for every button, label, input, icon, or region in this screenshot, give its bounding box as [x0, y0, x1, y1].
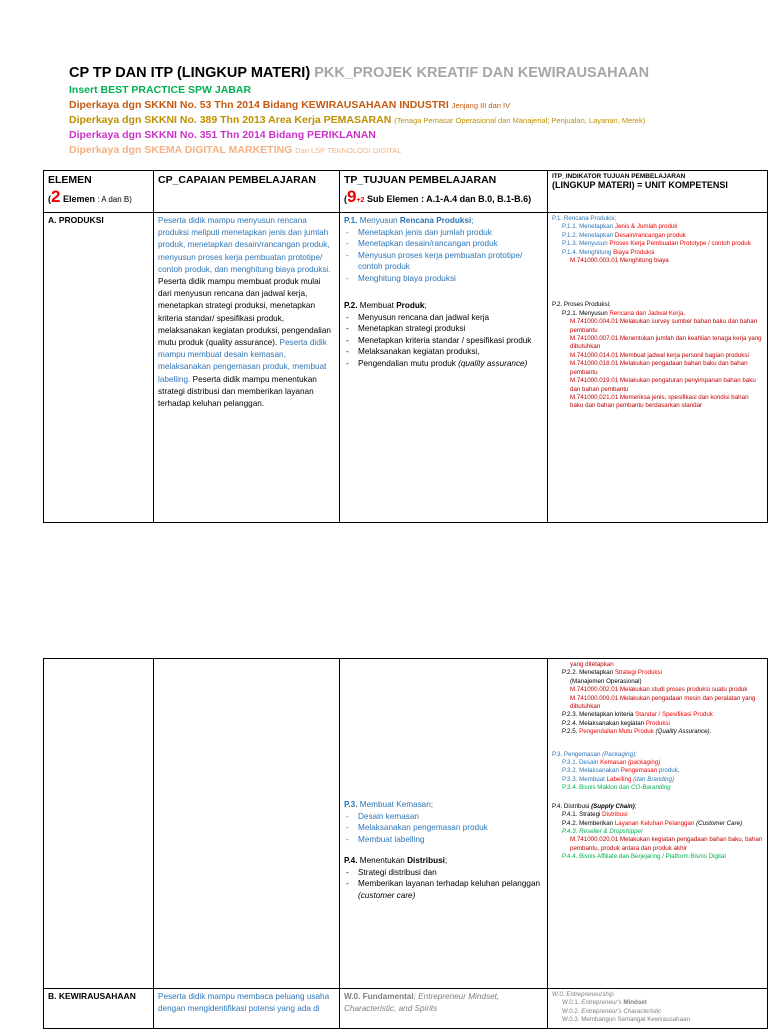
skkni-1-note: Jenjang III dan IV [451, 101, 511, 110]
col-tp-header [340, 171, 548, 213]
tp-p2-last-italic: (quality assurance) [458, 358, 528, 368]
itp-p4-italic: (Supply Chain) [591, 802, 635, 810]
table-page-2 [43, 658, 768, 1029]
itp-term: Labelling [606, 775, 632, 783]
itp-list [552, 215, 763, 411]
list-item: - Membuat labelling [344, 834, 543, 846]
itp-term: Rencana dan Jadwal Kerja, [609, 309, 686, 317]
title-subject: PKK_PROJEK KREATIF DAN KEWIRAUSAHAAN [314, 65, 650, 81]
tp-count: 9 [347, 187, 357, 206]
tp-p1-heading: P.1. Menyusun Rencana Produksi; [344, 216, 474, 225]
itp-p3-text: P.3. Pengemasan [552, 750, 603, 758]
tp-p4-item: Memberikan layanan terhadap keluhan pelanggan [358, 879, 541, 888]
list-item [552, 999, 763, 1007]
tp-p3-text: Membuat Kemasan; [359, 800, 434, 809]
col-tp-title: TP_TUJUAN PEMBELAJARAN [344, 174, 497, 186]
cp-cell [154, 989, 340, 1029]
tp-w0 [344, 991, 543, 1014]
list-item: - Menetapkan jenis dan jumlah produk [344, 227, 543, 239]
itp-label: P.3.2. Melaksanakan [562, 767, 621, 775]
itp-term: Pengemasan [620, 767, 658, 775]
skkni-1-text: Diperkaya dgn SKKNI No. 53 Thn 2014 Bidang KEWIRAUSAHAAN INDUSTRI [69, 99, 449, 111]
tp-cell [340, 659, 548, 989]
itp-unit: M.741000.003.01 Menghitung biaya [570, 257, 669, 265]
cp-cell [154, 659, 340, 989]
elemen-kewirausahaan: B. KEWIRAUSAHAAN [48, 991, 136, 1001]
itp-unit: M.741000.004.01 Melakukan survey sumber bahan baku dan bahan pembantu [570, 318, 758, 334]
itp-unit: M.741000.014.01 Membuat jadwal kerja personil bagian produksi [570, 351, 749, 359]
itp-term: Biaya Produksi [613, 248, 655, 256]
tp-cell [340, 213, 548, 523]
tp-plus: +2 [356, 197, 365, 204]
skkni-line-1 [69, 99, 749, 112]
itp-label: P.2.3. Menetapkan kriteria [562, 711, 636, 719]
elemen-count: 2 [51, 187, 61, 206]
itp-italic: (packaging) [627, 759, 661, 767]
col-itp-sub: (LINGKUP MATERI) = UNIT KOMPETENSI [552, 180, 728, 190]
itp-label: P.3.3. Membuat [562, 775, 607, 783]
itp-p3-italic: (Packaging); [602, 750, 637, 758]
itp-unit: M.741000.002.01 Melakukan studi proses produksi suatu produk [570, 686, 748, 694]
itp-p1-heading: P.1. Rencana Produksi; [552, 215, 617, 222]
list-item: - Menghitung biaya produksi [344, 273, 543, 285]
itp-term: Desain/rancangan produk [614, 231, 686, 239]
itp-cell [548, 659, 768, 989]
itp-unit: M.741000.021.01 Memeriksa jenis, spesifikasi dan kondisi bahan baku dan bahan pembantu berdasarkan standar [570, 393, 749, 410]
tp-p1-bold: Rencana Produksi [399, 216, 472, 225]
elemen-produksi: A. PRODUKSI [48, 215, 104, 225]
itp-tail: produk, [657, 767, 680, 775]
list-item [552, 820, 763, 828]
table-header-row [44, 171, 768, 213]
cp-part-4: Peserta didik mampu menentukan strategi distribusi dan memberikan layanan terhadap keluhan pelanggan. [158, 374, 317, 409]
itp-p3-heading [552, 751, 763, 759]
list-item [344, 358, 543, 370]
itp-cell [548, 989, 768, 1029]
list-item: - Melaksanakan kegiatan produksi, [344, 346, 543, 358]
list-item [552, 784, 763, 792]
col-elemen-sub: (2 Elemen : A dan B) [48, 187, 132, 206]
table-row [44, 989, 768, 1029]
elemen-cell [44, 659, 154, 989]
col-tp-sub: (9+2 Sub Elemen : A.1-A.4 dan B.0, B.1-B.6) [344, 187, 532, 206]
itp-label: P.1.1. Menetapkan [562, 223, 615, 231]
elemen-cell [44, 213, 154, 523]
tp-p2-last: Pengendalian mutu produk [358, 358, 459, 368]
tp-cell [340, 989, 548, 1029]
list-item: - Menyusun proses kerja pembuatan prototipe/ contoh produk [344, 250, 543, 273]
list-item [552, 223, 763, 231]
tp-p2-number: P.2. [344, 301, 358, 310]
itp-term: Kemasan [600, 759, 628, 767]
itp-label: P.2.2. Menetapkan [562, 669, 615, 677]
list-item [552, 759, 763, 767]
itp-label: P.2.4. Melaksanakan kegiatan [562, 719, 646, 727]
itp-term: Proses Kerja Pembuatan Prototype / contoh produk [609, 240, 751, 248]
list-item [552, 711, 763, 719]
itp-label: P.3.1. Desain [562, 759, 601, 767]
list-item [344, 878, 543, 901]
list-item [552, 720, 763, 728]
tp-p4-heading: P.4. Menentukan Distribusi; [344, 856, 448, 865]
itp-italic: Entrepreneur's [581, 999, 624, 1007]
skkni-line-2 [69, 114, 749, 127]
elemen-sub-range: : A dan B) [95, 195, 132, 204]
list-item: P.4.3. Reseller & Dropshipper [562, 827, 644, 835]
list-item: - Melaksanakan pengemasan produk [344, 822, 543, 834]
table-row [44, 213, 768, 523]
col-itp-header [548, 171, 768, 213]
tp-list [344, 799, 543, 901]
tp-list [344, 215, 543, 369]
list-item [552, 310, 763, 318]
col-elemen-title: ELEMEN [48, 174, 92, 186]
itp-term: Layanan Keluhan Pelanggan [614, 819, 695, 827]
tp-p2-heading: P.2. Membuat Produk; [344, 301, 427, 310]
itp-unit: M.741000.018.01 Melakukan pengadaan bahan baku dan bahan pembantu [570, 360, 748, 376]
skema-text: Diperkaya dgn SKEMA DIGITAL MARKETING [69, 144, 293, 156]
itp-unit: M.741000.019.01 Melakukan pengaturan penyimpanan bahan baku dan bahan pembantu [570, 377, 756, 393]
col-elemen-header [44, 171, 154, 213]
cp-cell [154, 213, 340, 523]
list-item: - Menetapkan strategi produksi [344, 323, 543, 335]
itp-label: W.0.1. [562, 999, 582, 1007]
itp-label: P.4.1. Strategi [562, 811, 603, 819]
itp-italic: (Quality Assurance). [655, 728, 712, 736]
tp-p1-number: P.1. [344, 216, 358, 225]
list-item [552, 728, 763, 736]
tp-sub-label: Sub Elemen : A.1-A.4 dan B.0, B.1-B.6) [364, 194, 532, 204]
tp-w0-bold: Fundamental [362, 992, 414, 1001]
cp-text [158, 215, 335, 410]
itp-italic: (dan Branding) [631, 775, 675, 783]
list-item [552, 240, 763, 248]
cp-text: Peserta didik mampu membaca peluang usaha dengan mengidentifikasi potensi yang ada di [158, 992, 330, 1014]
itp-label: W.0.2. [562, 1007, 582, 1015]
itp-label: P.4.2. Memberikan [562, 819, 615, 827]
itp-term: Standar / Spesifikasi Produk [635, 711, 713, 719]
itp-unit: yang ditetapkan [570, 661, 614, 668]
list-item: P.4.4. Bisnis Affiliate dan Berjejaring / Platform Bisnis Digital [562, 853, 726, 861]
table-page-1 [43, 170, 768, 523]
tp-w0-number: W.0. [344, 992, 361, 1001]
list-item: - Desain kemasan [344, 811, 543, 823]
itp-label: P.1.3. Menyusun [562, 240, 610, 248]
list-item: - Menyusun rencana dan jadwal kerja [344, 312, 543, 324]
list-item: - Strategi distribusi dan [344, 867, 543, 879]
itp-p4-text: P.4. Distribusi [552, 802, 592, 810]
itp-term: Distribusi [602, 811, 628, 819]
elemen-sub-label: Elemen [62, 194, 95, 204]
itp-list [552, 991, 763, 1025]
itp-term: Produksi [645, 719, 670, 727]
document-header [69, 64, 749, 157]
document-title [69, 64, 749, 82]
cp-part-2: Peserta didik mampu membuat produk mulai dari menyusun rencana dan jadwal kerja, menetapkan strategi produksi, menetapkan kriteria standar/ spesifikasi produk, melaksanakan kegiatan produksi, pengendalian mutu produk (quality assurance). [158, 277, 331, 348]
tp-p4-bold: Distribusi [407, 856, 445, 865]
tp-p3-heading [344, 799, 543, 811]
col-cp-header [154, 171, 340, 213]
itp-italic: (Customer Care) [694, 819, 743, 827]
cp-part-1: Peserta didik mampu menyusun rencana produksi meliputi menetapkan jenis dan jumlah produk, menetapkan desain/rancangan produk, menyusun proses kerja pembuatan prototipe/ contoh produk, dan menghitung biaya produksi. [158, 216, 331, 274]
skkni-line-3: Diperkaya dgn SKKNI No. 351 Thn 2014 Bidang PERIKLANAN [69, 129, 376, 141]
tp-p1-text: Menyusun [359, 216, 400, 225]
itp-italic: CO-Baranding [631, 784, 671, 792]
table-row [44, 659, 768, 989]
list-item: - Menetapkan desain/rancangan produk [344, 238, 543, 250]
skkni-2-text: Diperkaya dgn SKKNI No. 389 Thn 2013 Area Kerja PEMASARAN [69, 114, 392, 126]
elemen-cell [44, 989, 154, 1029]
itp-p2-heading: P.2. Proses Produksi; [552, 301, 611, 309]
itp-p4-heading: P.4. Distribusi (Supply Chain); [552, 802, 637, 810]
itp-unit: M.741000.007.01 Menentukan jumlah dan keahlian tenaga kerja yang dibutuhkan [570, 335, 762, 351]
list-item [552, 767, 763, 775]
tp-p4-text: Menentukan [359, 856, 408, 865]
list-item [552, 669, 763, 677]
list-item [552, 776, 763, 784]
itp-term: Jenis & Jumlah produk [614, 223, 678, 231]
itp-term: Strategi Produksi [614, 669, 662, 677]
itp-note: (Manajemen Operasional) [570, 677, 642, 685]
itp-unit: M.741000.009.01 Melakukan pengadaan mesin dan peralatan yang dibutuhkan [570, 694, 756, 711]
col-itp-title: ITP_INDIKATOR TUJUAN PEMBELAJARAN [552, 173, 686, 180]
itp-label: P.1.4. Menghitung [562, 248, 614, 256]
skkni-2-note: (Tenaga Pemasar Operasional dan Manajerial; Penjualan, Layanan, Merek) [394, 116, 646, 125]
itp-label: P.2.1. Menyusun [562, 309, 610, 317]
list-item [552, 811, 763, 819]
itp-unit: M.741000.020.01 Melakukan kegiatan pengadaan bahan baku, bahan pembantu, produk antara dan produk akhir [570, 836, 763, 852]
col-cp-title: CP_CAPAIAN PEMBELAJARAN [158, 174, 316, 186]
skema-line [69, 144, 749, 157]
itp-label: P.1.2. Menetapkan [562, 231, 615, 239]
itp-w0-heading: W.0. Entrepreneurship [552, 991, 614, 998]
itp-cell [548, 213, 768, 523]
cp-part-3: Peserta didik mampu membuat desain kemasan, melaksanakan pengemasan produk, membuat labelling. [158, 338, 327, 384]
list-item: W.0.3. Membangun Semangat Kewirausahaan [562, 1016, 690, 1024]
itp-bold: Mindset [623, 999, 647, 1007]
tp-w0-italic: ; Entrepreneur Mindset, Characteristic, and Spirits [344, 992, 500, 1013]
itp-list [552, 661, 763, 862]
insert-line: Insert BEST PRACTICE SPW JABAR [69, 84, 252, 96]
list-item: - Menetapkan kriteria standar / spesifikasi produk [344, 335, 543, 347]
itp-label: P.3.4. Bisnis Maklon dan [562, 784, 632, 792]
tp-p3-number: P.3. [344, 800, 358, 809]
skema-note: Dari LSP TEKNOLOGI DIGITAL [295, 146, 402, 155]
tp-p2-text: Membuat [359, 301, 397, 310]
title-main: CP TP DAN ITP (LINGKUP MATERI) [69, 65, 311, 81]
tp-p4-number: P.4. [344, 856, 358, 865]
list-item [552, 249, 763, 257]
itp-term: Pengendalian Mutu Produk [579, 728, 656, 736]
tp-p2-bold: Produk [396, 301, 425, 310]
itp-italic: Entrepreneur's Characteristic [581, 1007, 662, 1015]
list-item [552, 232, 763, 240]
tp-p4-italic: (customer care) [358, 890, 416, 900]
itp-label: P.2.5. [562, 728, 580, 736]
list-item [552, 1008, 763, 1016]
